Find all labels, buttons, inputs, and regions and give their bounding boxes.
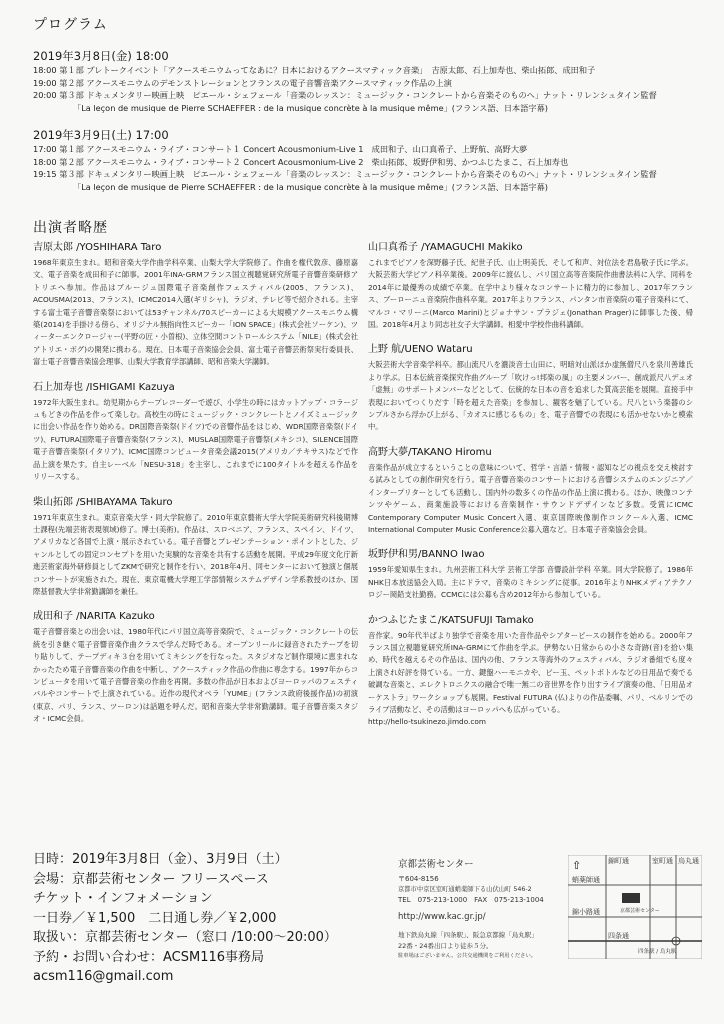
- performer-shibayama: [33, 496, 358, 599]
- venue-map: [568, 855, 702, 959]
- performer-bio: 1968年東京生まれ。昭和音楽大学作曲学科卒業、山梨大学大学院修了。作曲を権代敦彦、藤原嘉文、電子音楽を成田和子に師事。2001年INA-GRMフランス国立視聴覚研究所電子音響音楽研修アトリエへ参加。作品はブルージュ国際電子音楽創作フェスティバル(2005、フランス)、ACOUSMA(2013、フランス)、ICMC2014入選(ギリシャ)、ラジオ、テレビ等で紹介される。主宰する富士電子音響音楽祭においては53チャンネル/70スピーカーによる大規模アクースモニウム構築(2014)を手掛ける傍ら、オリジナル無指向性スピーカー「ION SPACE」(株式会社ソーケン)、ツィーターエンクロージャー(平野の匠・小曽根)、立体空間コントロールシステム「NILE」(株式会社アトリエ・ボグ)の開発に携わる。現在、日本電子音楽協会会員、富士電子音響芸術祭実行委員長、富士電子音響音楽協会理事、山梨大学教育学部講師、昭和音楽大学講師。: [33, 258, 358, 367]
- program-line: 「La leçon de musique de Pierre SCHAEFFER : de la musique concrète à la musique même」(フランス語、日本語字幕): [73, 181, 548, 192]
- performer-name: かつふじたまこ/KATSUFUJI Tamako: [368, 614, 534, 626]
- performer-katsufuji: [368, 614, 693, 729]
- program-line: 「La leçon de musique de Pierre SCHAEFFER : de la musique concrète à la musique même」(フランス語、日本語字幕): [73, 102, 548, 113]
- performer-narita: [33, 610, 358, 725]
- session-2-date: 2019年3月9日(土) 17:00: [33, 128, 169, 142]
- venue-access-1: 地下鉄烏丸線「四条駅」、阪急京都線「烏丸駅」: [398, 931, 538, 939]
- program-line: 17:00 第１部 アクースモニウム・ライブ・コンサート１ Concert Acousmonium-Live 1 成田和子、山口真希子、上野航、高野大夢: [33, 144, 528, 154]
- performer-yoshihara: [33, 241, 358, 369]
- program-line: 20:00 第３部 ドキュメンタリー映画上映 ピエール・シェフェール「音楽のレッスン：ミュージック・コンクレートから音楽そのものへ」ナット・リレンシュタイン監督: [33, 90, 657, 100]
- session-1-lines: [33, 64, 657, 114]
- performers-heading: 出演者略歴: [33, 220, 108, 236]
- performer-name: 石上加寿也 /ISHIGAMI Kazuya: [33, 381, 175, 393]
- map-frame: [568, 855, 702, 959]
- ticket-handling: 取扱い：京都芸術センター（窓口 /10:00～20:00）: [33, 930, 337, 945]
- performer-bio: 1971年東京生まれ。東京音楽大学・同大学院修了。2010年東京藝術大学大学院美術研究科後期博士課程(先端芸術表現領域)修了。博士(美術)。作品は、スロベニア、フランス、スペイン、ドイツ、アメリカなど各国で上演・展示されている。電子音響とプレゼンテーション・ポイントとした、ジャンルとしての固定コンセプトを用いた実験的な音楽を共有する活動を展開。平成29年度文化庁新進芸術家海外研修員としてZKMで研究と制作を行い、2018年4月、同センターにおいて独演と個展コンサートが実施された。現在、東京電機大学理工学部情報システムデザイン学系教授のほか、国際基督教大学非常勤講師を兼任。: [33, 512, 358, 596]
- event-venue: 会場：京都芸術センター フリースペース: [33, 871, 269, 887]
- performer-takano: [368, 446, 693, 536]
- venue-postal: 〒604-8156: [398, 875, 439, 883]
- event-dates: 日時：2019年3月8日（金）、3月9日（土）: [33, 852, 288, 867]
- venue-name: 京都芸術センター: [398, 859, 474, 870]
- program-line: 18:00 第２部 アクースモニウム・ライブ・コンサート２ Concert Acousmonium-Live 2 柴山拓郎、坂野伊和男、かつふじたまこ、石上加寿也: [33, 156, 569, 167]
- venue-tel: TEL 075-213-1000 FAX 075-213-1004: [398, 896, 544, 904]
- map-label-muromachi: 室町通: [652, 857, 673, 865]
- performer-banno: [368, 548, 693, 601]
- inquiry: 予約・お問い合わせ：ACSM116事務局: [33, 949, 265, 965]
- performer-bio: 大阪芸術大学音楽学科卒。都山流尺八を濃淡音士山田に、明暗対山派ほか虚無僧尺八を泉川善雄氏より学ぶ。日本伝統音楽探究作曲グループ「吹けっ!邦楽の風」の主要メンバー、創成派尺八デュオ「虚無」のサポートメンバーなどとして、伝統的な日本の音を追求した質高芸能を展開。直接手中表現においてつくりだす「時を超えた音楽」を参加し、観客を魅了している。尺八という楽器のシンプルさから浮かび上がる、「カオスに感じるもの」を、電子音響での表現にも活かせないかと模索中。: [368, 360, 693, 432]
- venue-marker: [622, 893, 640, 903]
- ticket-prices: 一日券／￥1,500 二日通し券／￥2,000: [33, 910, 277, 926]
- performer-name: 吉原太郎 /YOSHIHARA Taro: [33, 242, 162, 253]
- program-heading: プログラム: [33, 17, 108, 33]
- venue-access-2: 22番・24番出口より徒歩５分。: [398, 941, 493, 950]
- performer-name: 上野 航/UENO Wataru: [368, 344, 473, 356]
- map-label-station: 四条駅 / 烏丸駅: [638, 949, 677, 955]
- performer-bio: 電子音響音楽との出会いは、1980年代にパリ国立高等音楽院で、ミュージック・コンクレートの伝統を引き継ぐ電子音響音楽作曲クラスで学んだ時である。オープンリールに録音されたテープを切り貼りして、テープディキ３台を用いてミキシングを行なった。スタジオなど制作環境に恵まれなかったため電子音響音楽の作曲を中断し、アクースティック作品の作曲に専念する。1997年からコンピュータを用いて電子音響音楽の作曲を再開。多数の作品が日本およびヨーロッパのフェスティバルやコンサートで上演されている。近作の現代オペラ「YUME」(フランス政府後援作品)の初演(東京、パリ、ランス、ツーロン)は話題を呼んだ。昭和音楽大学非常勤講師。電子音響音楽スタジオ・ICMC会員。: [33, 627, 358, 724]
- map-label-nishiki-st: 錦小路通: [572, 908, 600, 916]
- ticket-heading: チケット・インフォメーション: [33, 891, 213, 906]
- program-line: 19:15 第３部 ドキュメンタリー映画上映 ピエール・シェフェール「音楽のレッスン：ミュージック・コンクレートから音楽そのものへ」ナット・リレンシュタイン監督: [33, 169, 657, 179]
- performer-bio: 音楽作品が成立するということの意味について、哲学・言語・情報・認知などの視点を交え検討する試みとしての創作研究を行う。電子音響音楽のコンサートにおける音響システムのエンジニア／インタープリターとしても活動し、国内外の数多くの作品の作品上演に携わる。ほか、映像コンテンツやゲーム、商業施設等における音楽制作・サウンドデザインなど多数。受賞にICMC Contemporary Computer Music Concert入選、東京国際映像制作コンクール入選、ICMC International Computer Music Conference公募入選など。日本電子音楽協会会員。: [368, 462, 693, 534]
- contact-email[interactable]: acsm116@gmail.com: [33, 969, 174, 984]
- map-label-shijo: 四条通: [608, 932, 629, 940]
- performer-name: 柴山拓郎 /SHIBAYAMA Takuro: [33, 496, 173, 508]
- performer-ishigami: [33, 381, 358, 484]
- map-label-tako: 蛸薬師通: [572, 876, 600, 884]
- performers-left-column: [33, 241, 358, 738]
- venue-address: 京都市中京区室町通蛸薬師下る山伏山町 546-2: [398, 885, 532, 893]
- performer-ueno: [368, 343, 693, 433]
- event-info: [33, 850, 337, 987]
- performer-yamaguchi: [368, 241, 693, 331]
- performer-name: 高野大夢/TAKANO Hiromu: [368, 446, 492, 458]
- performer-bio: 音作家。90年代半ばより独学で音楽を用いた音作品やシアターピースの制作を始める。2000年フランス国立視聴覚研究所INA-GRMにて作曲を学ぶ。伊勢ない日常からの小さな奇跡(音)を拾い集め、時代を越えるその作品は、国内の他、フランス等海外のフェスティバル、ラジオ番組でも度々上演され好評を得ている。一方、鍵盤ハーモニカや、ビー玉、ペットボトルなどの日用品で奏でる破調な音楽と、エレクトロニクスの融合で唯一無二の音世界を作り出すライブ演奏の他、「日用品オーケストラ」ワークショップも展開。Festival FUTURA (仏)よりの作品委嘱、パリ、ベルリンでのライブ活動など、その活動はヨーロッパへも広がっている。: [368, 630, 693, 714]
- performer-name: 坂野伊和男/BANNO Iwao: [368, 549, 485, 561]
- session-2-lines: [33, 143, 657, 193]
- map-label-center: 京都芸術センター: [620, 908, 660, 914]
- map-label-karasuma: 烏丸通: [678, 857, 699, 865]
- program-line: 18:00 第１部 プレトークイベント「アクースモニウムってなあに？日本におけるアクースマティック音楽」 吉原太郎、石上加寿也、柴山拓郎、成田和子: [33, 65, 596, 75]
- performer-bio: 1959年愛知県生まれ。九州芸術工科大学 芸術工学部 音響設計学科 卒業。同大学院修了。1986年NHK日本放送協会入局。主にドラマ、音楽のミキシングに従事。2016年よりNHKメディアテクノロジー岡鉛支社勤務。CCMCには公募も含め2012年から参加している。: [368, 565, 693, 600]
- map-label-nishiki: 錦町通: [608, 857, 629, 865]
- performer-name: 山口真希子 /YAMAGUCHI Makiko: [368, 242, 523, 253]
- performer-bio: これまでピアノを深野藤子氏、紀世子氏、山上明美氏、そして和声、対位法を君島敬子氏に学ぶ。大阪芸術大学ピアノ科卒業後。2009年に渡仏し、パリ国立高等音楽院作曲書法科に入学、同科を2014年に最優秀の成績で卒業。在学中より様々なコンサートに精力的に参加し、2017年フランス、ブーローニュ音楽院作曲科卒業。2017年よりフランス、パンタン市音楽院の電子音楽科にて、マルコ・マリーニ(Marco Marini)とジョナサン・プラジェ(Jonathan Prager)に師事した後、帰国。2018年4月より同志社女子大学講師。相愛中学校作曲科講師。: [368, 258, 693, 330]
- north-arrow-icon: ⇧: [572, 859, 582, 872]
- venue-web[interactable]: http://www.kac.gr.jp/: [398, 911, 486, 922]
- performers-right-column: [368, 241, 693, 741]
- performer-name: 成田和子 /NARITA Kazuko: [33, 611, 155, 623]
- program-line: 19:00 第２部 アクースモニウムのデモンストレーションとフランスの電子音響音楽アクースマティック作品の上演: [33, 77, 452, 88]
- performer-bio: 1972年大阪生まれ。幼児期からテープレコーダーで遊び、小学生の時にはカットアップ・コラージュもどきの作品を作って楽しむ。高校生の時にミュージック・コンクレートとノイズミュージックに出会い作品を作り始める。DR国際音楽祭(ドイツ)での音響作品をはじめ、WDR国際音楽祭(ドイツ)、FUTURA国際電子音響音楽祭(フランス)、MUSLAB国際電子音響祭(メキシコ)、SILENCE国際電子音響音楽祭(イタリア)、ICMC国際コンピュータ音楽会議2015(アメリカ／テキサス)などで作品上演を果たす。自主レーベル「NESU-318」を主宰し、これまでに100タイトルを超える作品をリリースする。: [33, 397, 358, 482]
- session-1-date: 2019年3月8日(金) 18:00: [33, 49, 169, 63]
- performer-url-link[interactable]: http://hello-tsukinezo.jimdo.com: [368, 717, 486, 727]
- venue-note: 駐車場はございません。公共交通機関をご利用ください。: [398, 953, 537, 959]
- venue-block: [398, 856, 563, 962]
